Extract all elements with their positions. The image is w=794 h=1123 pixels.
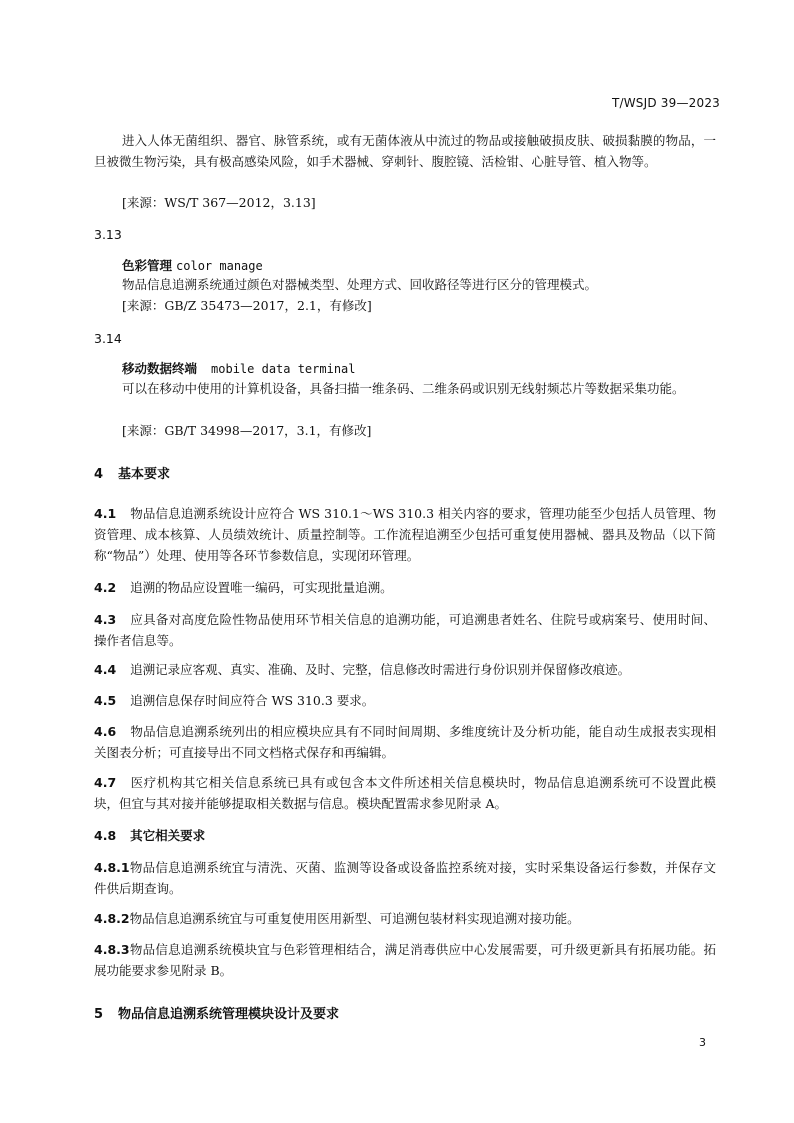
term-zh: 移动数据终端: [122, 361, 198, 376]
term-en: mobile data terminal: [211, 362, 356, 376]
clause-number: 4.7: [94, 775, 117, 790]
term-heading: [122, 359, 356, 377]
source-citation: [来源：GB/Z 35473—2017，2.1，有修改]: [122, 298, 372, 313]
clause-text: 应具备对高度危险性物品使用环节相关信息的追溯功能，可追溯患者姓名、住院号或病案号、使用时间、操作者信息等。: [94, 612, 716, 648]
clause-text: 追溯的物品应设置唯一编码，可实现批量追溯。: [130, 580, 393, 595]
clause-4-8-1: [94, 857, 716, 899]
clause-number: 4.3: [94, 612, 117, 627]
clause-text: 物品信息追溯系统设计应符合 WS 310.1～WS 310.3 相关内容的要求，管理功能至少包括人员管理、物资管理、成本核算、人员绩效统计、质量控制等。工作流程追溯至少包括可重复使用器械、器具及物品（以下简称“物品”）处理、使用等各环节参数信息，实现闭环管理。: [94, 506, 716, 563]
clause-4-8-3: [94, 939, 716, 981]
section-heading: [94, 463, 170, 482]
subsection-number: 4.8: [94, 828, 117, 843]
term-number: 3.13: [94, 227, 122, 242]
term-zh: 色彩管理: [122, 258, 173, 273]
section-title: 物品信息追溯系统管理模块设计及要求: [118, 1007, 340, 1022]
section-heading: [94, 1003, 339, 1022]
clause-text: 物品信息追溯系统列出的相应模块应具有不同时间周期、多维度统计及分析功能，能自动生成报表实现相关图表分析；可直接导出不同文档格式保存和再编辑。: [94, 724, 716, 760]
subsection-heading: [94, 825, 716, 846]
section-number: 5: [94, 1007, 104, 1022]
clause-number: 4.8.1: [94, 860, 130, 875]
clause-text: 医疗机构其它相关信息系统已具有或包含本文件所述相关信息模块时，物品信息追溯系统可不设置此模块，但宜与其对接并能够提取相关数据与信息。模块配置需求参见附录 A。: [94, 775, 716, 811]
source-citation: [来源：WS/T 367—2012，3.13]: [122, 195, 316, 210]
clause-number: 4.4: [94, 662, 117, 677]
document-id-header: T/WSJD 39—2023: [611, 96, 720, 110]
source-citation: [来源：GB/T 34998—2017，3.1，有修改]: [122, 423, 372, 438]
section-number: 4: [94, 467, 104, 482]
clause-text: 物品信息追溯系统宜与清洗、灭菌、监测等设备或设备监控系统对接，实时采集设备运行参数，并保存文件供后期查询。: [94, 860, 716, 896]
clause-number: 4.6: [94, 724, 117, 739]
clause-number: 4.1: [94, 506, 117, 521]
subsection-title: 其它相关要求: [130, 828, 206, 843]
clause-number: 4.5: [94, 693, 117, 708]
clause-4-2: [94, 577, 716, 598]
clause-number: 4.8.3: [94, 942, 130, 957]
clause-text: 物品信息追溯系统模块宜与色彩管理相结合，满足消毒供应中心发展需要，可升级更新具有拓展功能。拓展功能要求参见附录 B。: [94, 942, 716, 978]
clause-number: 4.8.2: [94, 911, 130, 926]
clause-4-3: [94, 609, 716, 651]
clause-4-6: [94, 721, 716, 763]
term-definition: 可以在移动中使用的计算机设备，具备扫描一维条码、二维条码或识别无线射频芯片等数据采集功能。: [122, 381, 685, 396]
term-heading: [122, 256, 263, 274]
term-definition: 物品信息追溯系统通过颜色对器械类型、处理方式、回收路径等进行区分的管理模式。: [122, 277, 598, 292]
clause-text: 物品信息追溯系统宜与可重复使用医用新型、可追溯包装材料实现追溯对接功能。: [129, 911, 580, 926]
clause-number: 4.2: [94, 580, 117, 595]
term-en: color manage: [176, 259, 263, 273]
clause-4-7: [94, 772, 716, 814]
definition-paragraph: 进入人体无菌组织、器官、脉管系统，或有无菌体液从中流过的物品或接触破损皮肤、破损黏膜的物品，一旦被微生物污染，具有极高感染风险，如手术器械、穿刺针、腹腔镜、活检钳、心脏导管、植入物等。: [94, 133, 716, 169]
clause-4-5: [94, 690, 716, 711]
clause-4-8-2: [94, 908, 716, 929]
clause-text: 追溯信息保存时间应符合 WS 310.3 要求。: [130, 693, 375, 708]
section-title: 基本要求: [118, 467, 171, 482]
page-number: 3: [699, 1036, 706, 1049]
term-number: 3.14: [94, 331, 122, 346]
clause-text: 追溯记录应客观、真实、准确、及时、完整，信息修改时需进行身份识别并保留修改痕迹。: [130, 662, 631, 677]
clause-4-1: [94, 503, 716, 566]
clause-4-4: [94, 659, 716, 680]
